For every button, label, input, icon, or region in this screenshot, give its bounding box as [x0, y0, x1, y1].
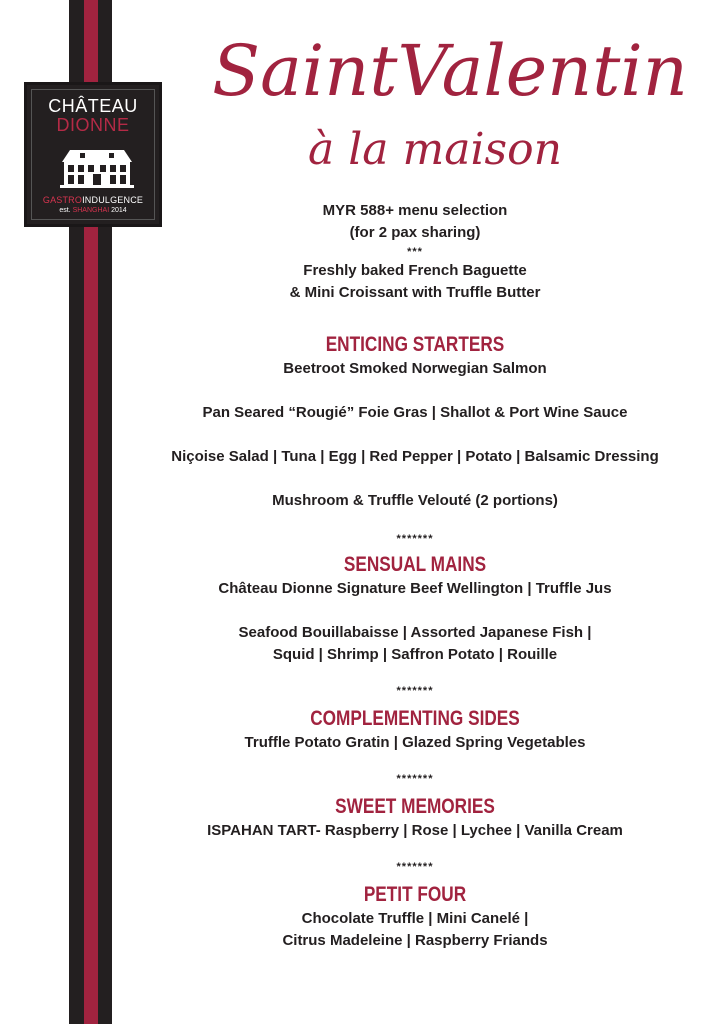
bread-line-1: Freshly baked French Baguette	[303, 262, 527, 279]
starter-item: Niçoise Salad | Tuna | Egg | Red Pepper | Potato | Balsamic Dressing	[171, 448, 659, 465]
petit-four-line: Citrus Madeleine | Raspberry Friands	[282, 932, 548, 949]
heading-starters: ENTICING STARTERS	[325, 333, 505, 356]
starter-item: Beetroot Smoked Norwegian Salmon	[283, 360, 547, 377]
main-item-line: Seafood Bouillabaisse | Assorted Japanese Fish |	[238, 624, 592, 641]
chateau-dionne-logo	[24, 82, 162, 227]
starter-item: Mushroom & Truffle Velouté (2 portions)	[272, 492, 558, 509]
sharing-line: (for 2 pax sharing)	[349, 224, 481, 241]
heading-sides: COMPLEMENTING SIDES	[310, 707, 520, 730]
logo-frame	[31, 89, 155, 220]
menu-body	[150, 200, 680, 952]
title-saint-valentin: SaintValentin	[212, 30, 688, 112]
starter-item: Pan Seared “Rougié” Foie Gras | Shallot & Port Wine Sauce	[202, 404, 628, 421]
separator: *******	[396, 773, 434, 785]
intro-stars: ***	[407, 246, 423, 258]
heading-petit-four: PETIT FOUR	[363, 883, 467, 906]
logo-name-line1: CHÂTEAU	[48, 96, 138, 116]
logo-name-line2: DIONNE	[56, 115, 130, 135]
separator: *******	[396, 533, 434, 545]
subtitle-a-la-maison: à la maison	[308, 124, 562, 175]
heading-sweet: SWEET MEMORIES	[335, 795, 495, 818]
heading-mains: SENSUAL MAINS	[343, 553, 487, 576]
building-icon	[60, 144, 134, 188]
separator: *******	[396, 685, 434, 697]
price-line: MYR 588+ menu selection	[322, 202, 508, 219]
separator: *******	[396, 861, 434, 873]
dessert-item: ISPAHAN TART- Raspberry | Rose | Lychee | Vanilla Cream	[207, 822, 623, 839]
main-item: Château Dionne Signature Beef Wellington | Truffle Jus	[218, 580, 612, 597]
logo-tagline: GASTROINDULGENCE	[42, 195, 144, 205]
side-item: Truffle Potato Gratin | Glazed Spring Vegetables	[244, 734, 586, 751]
main-item-line: Squid | Shrimp | Saffron Potato | Rouille	[272, 646, 558, 663]
logo-established: est. SHANGHAI 2014	[59, 207, 127, 214]
petit-four-line: Chocolate Truffle | Mini Canelé |	[301, 910, 529, 927]
bread-line-2: & Mini Croissant with Truffle Butter	[289, 284, 541, 301]
